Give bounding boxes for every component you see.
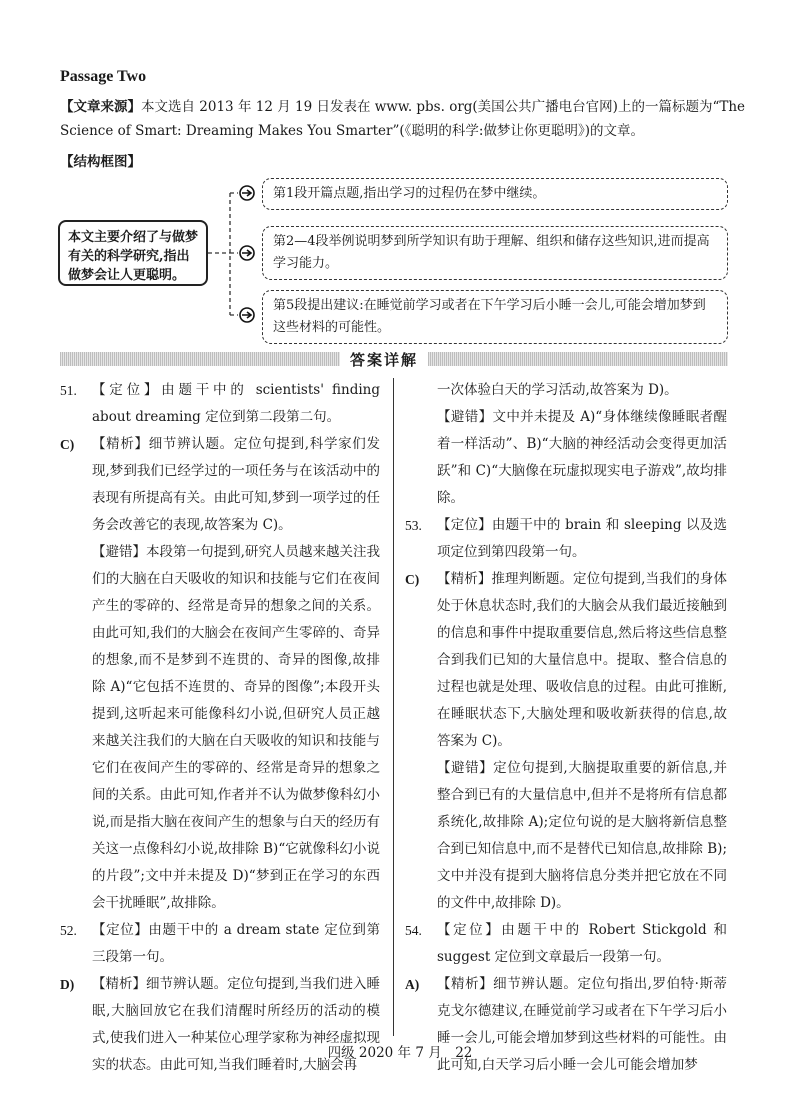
q54-locate [405,917,727,971]
structure-point-1: 第1段开篇点题,指出学习的过程仍在梦中继续。 [262,178,728,210]
q52-avoid: 【避错】文中并未提及 A)“身体继续像睡眠者醒着一样活动”、B)“大脑的神经活动会变得更加活跃”和 C)“大脑像在玩虚拟现实电子游戏”,故均排除。 [437,409,727,506]
q51-locate-text: 【定位】由题干中的 scientists' finding about dreaming 定位到第二段第二句。 [92,382,380,425]
q53-avoid: 【避错】定位句提到,大脑提取重要的新信息,并整合到已有的大量信息中,但并不是将所有信息都系统化,故排除 A);定位句说的是大脑将新信息整合到已知信息中,而不是替代已知信息,故排除 B);文中并没有提到大脑将信息分类并把它放在不同的文件中,故排除 D)。 [437,760,727,911]
q53-analysis-text: 【精析】推理判断题。定位句提到,当我们的身体处于休息状态时,我们的大脑会从我们最近接触到的信息和事件中提取重要信息,然后将这些信息整合到我们已知的大量信息中。提取、整合信息的过程也就是处理、吸收信息的过程。由此可推断,在睡眠状态下,大脑处理和吸收新获得的信息,故答案为 C)。 [437,571,727,749]
q53-locate-text: 【定位】由题干中的 brain 和 sleeping 以及选项定位到第四段第一句。 [437,517,727,560]
q51-number: 51. [60,383,77,398]
structure-connector [208,185,268,345]
q52-analysis [60,971,380,1079]
q53-locate [405,512,727,566]
q53-analysis [405,566,727,755]
q53-answer: C) [405,572,420,587]
answers-right-column [405,377,727,1079]
q53-number: 53. [405,518,422,533]
q54-analysis [405,971,727,1079]
structure-point-3: 第5段提出建议:在睡觉前学习或者在下午学习后小睡一会儿,可能会增加梦到这些材料的可能性。 [262,290,728,344]
q54-analysis-text: 【精析】细节辨认题。定位句指出,罗伯特·斯蒂克戈尔德建议,在睡觉前学习或者在下午学习后小睡一会儿,可能会增加梦到这些材料的可能性。由此可知,白天学习后小睡一会儿可能会增加梦 [437,976,727,1073]
answers-left-column [60,377,380,1079]
q52-answer: D) [60,977,75,992]
q52-locate-text: 【定位】由题干中的 a dream state 定位到第三段第一句。 [92,922,380,965]
q52-analysis-text: 【精析】细节辨认题。定位句提到,当我们进入睡眠,大脑回放它在我们清醒时所经历的活动的模式,使我们进入一种某位心理学家称为神经虚拟现实的状态。由此可知,当我们睡着时,大脑会再 [92,976,380,1073]
q54-number: 54. [405,923,422,938]
q54-locate-text: 【定位】由题干中的 Robert Stickgold 和 suggest 定位到文章最后一段第一句。 [437,922,727,965]
column-divider [393,378,394,1036]
q52-continued: 一次体验白天的学习活动,故答案为 D)。 [437,382,678,398]
arrow-circle-icon [240,186,254,200]
article-source [60,95,750,143]
source-tag: 【文章来源】 [60,99,141,115]
q51-avoid: 【避错】本段第一句提到,研究人员越来越关注我们的大脑在白天吸收的知识和技能与它们在夜间产生的零碎的、经常是奇异的想象之间的关系。由此可知,我们的大脑会在夜间产生零碎的、奇异的想象,而不是梦到不连贯的、奇异的图像,故排除 A)“它包括不连贯的、奇异的图像”;本段开头提到,这听起来可能像科幻小说,但研究人员正越来越关注我们的大脑在白天吸收的知识和技能与它们在夜间产生的零碎的、经常是奇异的想象之间的关系。由此可知,作者并不认为做梦像科幻小说,而是指大脑在夜间产生的想象与白天的经历有关这一点像科幻小说,故排除 B)“它就像科幻小说的片段”;文中并未提及 D)“梦到正在学习的东西会干扰睡眠”,故排除。 [92,544,380,911]
passage-heading: Passage Two [60,68,147,85]
answers-title: 答案详解 [340,349,428,370]
arrow-circle-icon [240,246,254,260]
source-text: 本文选自 2013 年 12 月 19 日发表在 www. pbs. org(美国公共广播电台官网)上的一篇标题为“The Science of Smart: Dreaming Makes You Smarter”(《聪明的科学:做梦让你更聪明》)的文章。 [60,99,746,139]
q52-number: 52. [60,923,77,938]
structure-label: 【结构框图】 [60,154,141,170]
q51-analysis [60,431,380,539]
structure-summary-box: 本文主要介绍了与做梦有关的科学研究,指出做梦会让人更聪明。 [58,220,208,286]
q52-locate [60,917,380,971]
arrow-circle-icon [240,308,254,322]
q51-analysis-text: 【精析】细节辨认题。定位句提到,科学家们发现,梦到我们已经学过的一项任务与在该活动中的表现有所提高有关。由此可知,梦到一项学过的任务会改善它的表现,故答案为 C)。 [92,436,380,533]
q51-locate [60,377,380,431]
q54-answer: A) [405,977,420,992]
page-footer: 四级 2020 年 7 月 22 [327,1045,473,1061]
q51-answer: C) [60,437,75,452]
structure-point-2: 第2—4段举例说明梦到所学知识有助于理解、组织和储存这些知识,进而提高学习能力。 [262,226,728,280]
